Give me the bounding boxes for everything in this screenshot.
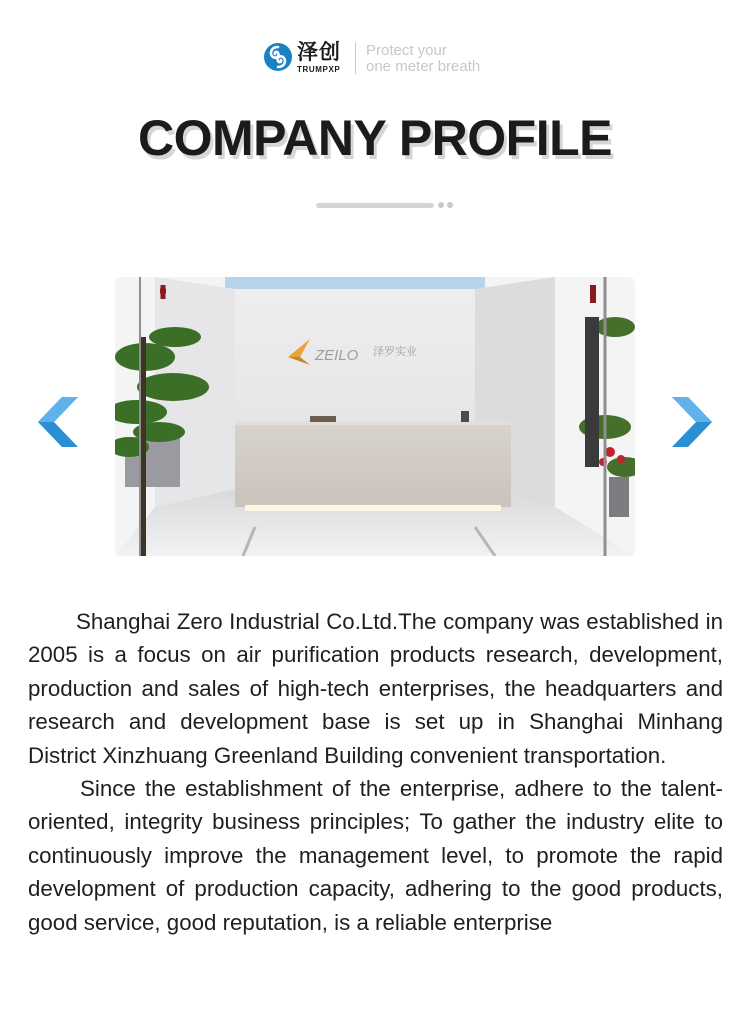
chevron-right-icon	[672, 397, 712, 447]
zeilo-sign-en: ZEILO	[315, 347, 359, 364]
brand-name-cn: 泽创	[297, 40, 341, 64]
divider-bar	[316, 203, 434, 208]
divider-dot	[438, 202, 444, 208]
brand-name-en: TRUMPXP	[297, 65, 341, 74]
company-description	[28, 605, 723, 939]
description-paragraph-2: Since the establishment of the enterprise, adhere to the talent-oriented, integrity business principles; To gather the industry elite to continuously improve the management level, to promote the rapid development of production capacity, adhering to the good products, good service, good reputation, is a reliable enterprise	[28, 776, 723, 935]
zeilo-sign-cn: 泽罗实业	[373, 345, 417, 358]
tagline-line-2: one meter breath	[366, 58, 481, 75]
swirl-logo-icon	[263, 42, 293, 72]
carousel-prev-button[interactable]	[38, 397, 84, 447]
page-title: COMPANY PROFILE	[137, 110, 613, 166]
brand-tagline	[366, 43, 480, 75]
logo-divider	[355, 42, 356, 74]
brand-header	[0, 40, 750, 80]
lobby-photo	[115, 277, 635, 556]
carousel-next-button[interactable]	[666, 397, 712, 447]
description-paragraph-1: Shanghai Zero Industrial Co.Ltd.The company was established in 2005 is a focus on air purification products research, development, production and sales of high-tech enterprises, the headquarters and research and development base is set up in Shanghai Minhang District Xinzhuang Greenland Building convenient transportation.	[28, 609, 723, 768]
chevron-left-icon	[38, 397, 78, 447]
tagline-line-1: Protect your	[366, 42, 447, 59]
divider-dot	[447, 202, 453, 208]
